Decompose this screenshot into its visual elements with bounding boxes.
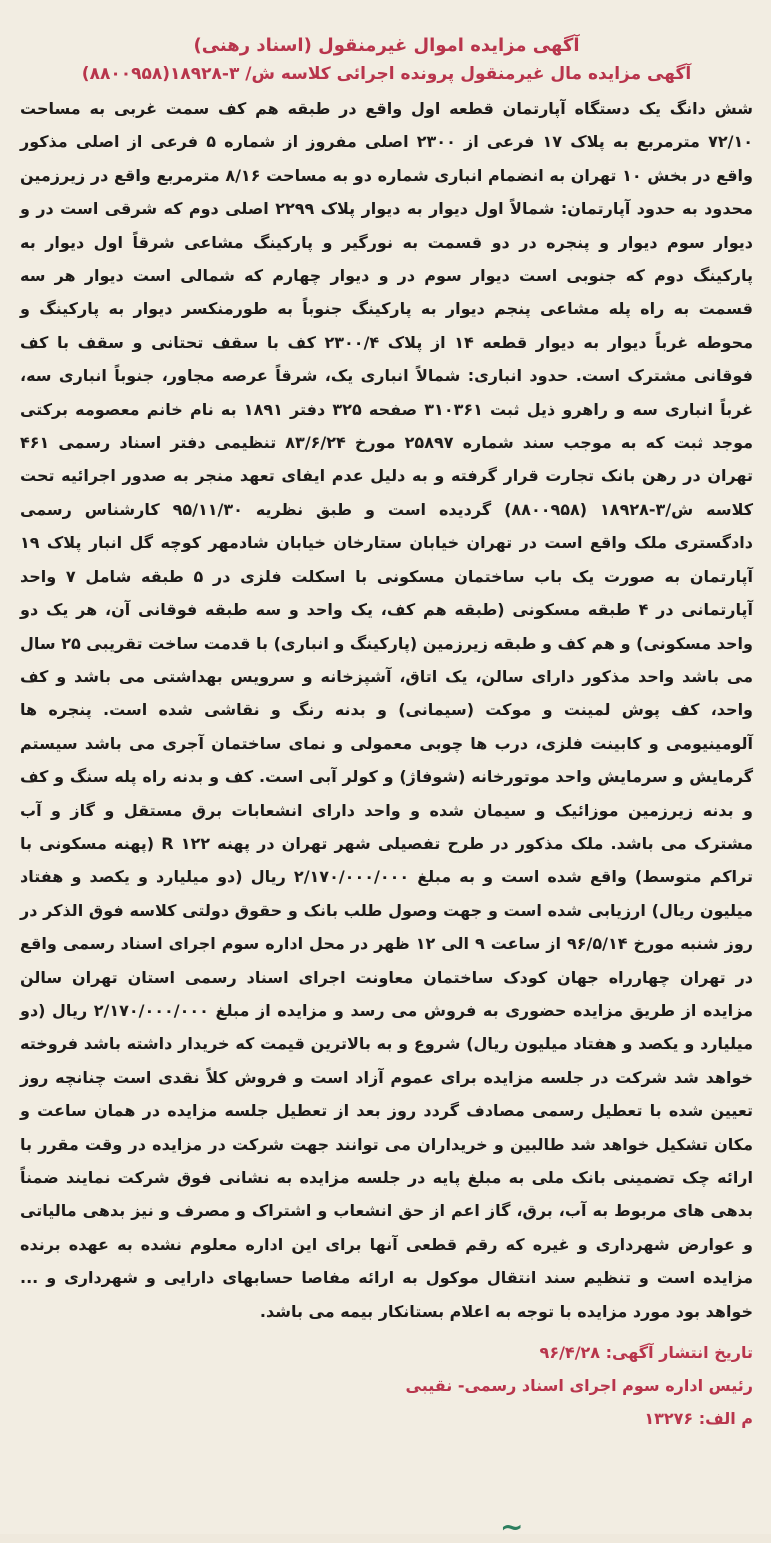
ad-subtitle: آگهی مزایده مال غیرمنقول پرونده اجرائی کلاسه ش/ ۳-۱۸۹۲۸(۸۸۰۰۹۵۸) [81,64,692,84]
ad-title: آگهی مزایده اموال غیرمنقول (اسناد رهنی) [193,35,580,56]
publication-date: تاریخ انتشار آگهی: ۹۶/۴/۲۸ [539,1343,753,1363]
ad-body-text: شش دانگ یک دستگاه آپارتمان قطعه اول واقع در طبقه هم کف سمت غربی به مساحت ۷۲/۱۰ مترمربع به پلاک ۱۷ فرعی از ۲۳۰۰ اصلی مفروز از شماره ۵ فرعی از اصلی مذکور واقع در بخش ۱۰ تهران به انضمام انباری شماره دو به مساحت ۸/۱۶ مترمربع واقع در زیرزمین محدود به حدود آپارتمان: شمالاً اول دیوار به دیوار پلاک ۲۲۹۹ اصلی دوم که شرقی است در و دیوار سوم دیوار و پنجره در دو قسمت به نورگیر و پارکینگ مشاعی شرقاً اول دیوار به پارکینگ دوم که جنوبی است دیوار سوم در و دیوار چهارم که شمالی است دیوار هر سه قسمت به راه پله مشاعی پنجم دیوار به پارکینگ جنوباً به طورمنکسر دیوار به پارکینگ و محوطه غرباً دیوار به دیوار قطعه ۱۴ از پلاک ۲۳۰۰/۴ کف با سقف تحتانی و سقف با کف فوقانی مشترک است. حدود انباری: شمالاً انباری یک، شرقاً عرصه مجاور، جنوباً انباری سه، غرباً انباری سه و راهرو ذیل ثبت ۳۱۰۳۶۱ صفحه ۳۲۵ دفتر ۱۸۹۱ به نام خانم معصومه برکتی موجد ثبت که به موجب سند شماره ۲۵۸۹۷ مورخ ۸۳/۶/۲۴ تنظیمی دفتر اسناد رسمی ۴۶۱ تهران در رهن بانک تجارت قرار گرفته و به دلیل عدم ایفای تعهد منجر به صدور اجرائیه تحت کلاسه ش/۳-۱۸۹۲۸ (۸۸۰۰۹۵۸) گردیده است و طبق نظریه ۹۵/۱۱/۳۰ کارشناس رسمی دادگستری ملک واقع است در تهران خیابان ستارخان خیابان شادمهر کوچه گل انبار پلاک ۱۹ آپارتمان به صورت یک باب ساختمان مسکونی با اسکلت فلزی در ۵ طبقه شامل ۷ واحد آپارتمانی در ۴ طبقه مسکونی (طبقه هم کف، یک واحد و سه طبقه فوقانی آن، هر یک دو واحد مسکونی) و هم کف و طبقه زیرزمین (پارکینگ و انباری) با قدمت ساخت تقریبی ۲۵ سال می باشد واحد مذکور دارای سالن، یک اتاق، آشپزخانه و سرویس بهداشتی می باشد و کف واحد، کف پوش لمینت و موکت (سیمانی) و بدنه رنگ و نقاشی شده است. پنجره ها آلومینیومی و کابینت فلزی، درب ها چوبی معمولی و نمای ساختمان آجری می باشد سیستم گرمایش و سرمایش واحد موتورخانه (شوفاژ) و کولر آبی است. کف و بدنه راه پله سنگ و کف و بدنه زیرزمین موزائیک و سیمان شده و واحد دارای انشعابات برق مستقل و گاز و آب مشترک می باشد. ملک مذکور در طرح تفصیلی شهر تهران در پهنه R ۱۲۲ (پهنه مسکونی با تراکم متوسط) واقع شده است و به مبلغ ۲/۱۷۰/۰۰۰/۰۰۰ ریال (دو میلیارد و یکصد و هفتاد میلیون ریال) ارزیابی شده است و جهت وصول طلب بانک و حقوق دولتی کلاسه فوق الذکر در روز شنبه مورخ ۹۶/۵/۱۴ از ساعت ۹ الی ۱۲ ظهر در محل اداره سوم اجرای اسناد رسمی واقع در تهران چهارراه جهان کودک ساختمان معاونت اجرای اسناد رسمی استان تهران سالن مزایده از طریق مزایده حضوری به فروش می رسد و مزایده از مبلغ ۲/۱۷۰/۰۰۰/۰۰۰ ریال (دو میلیارد و یکصد و هفتاد میلیون ریال) شروع و به بالاترین قیمت که خریدار داشته باشد فروخته خواهد شد شرکت در جلسه مزایده برای عموم آزاد است و فروش کلاً نقدی است چنانچه روز تعیین شده با تعطیل رسمی مصادف گردد روز بعد از تعطیل جلسه مزایده در همان ساعت و مکان تشکیل خواهد شد طالبین و خریداران می توانند جهت شرکت در مزایده در وقت مقرر با ارائه چک تضمینی بانک ملی به مبلغ پایه در جلسه مزایده به نشانی فوق شرکت نمایند ضمناً بدهی های مربوط به آب، برق، گاز اعم از حق انشعاب و اشتراک و مصرف و نیز بدهی مالیاتی و عوارض شهرداری و غیره که رقم قطعی آنها برای این اداره معلوم نشده به عهده برنده مزایده است و تنظیم سند انتقال موکول به ارائه مفاصا حسابهای دارایی و شهرداری و ... خواهد بود مورد مزایده با توجه به اعلام بستانکار بیمه می باشد. [20,99,754,1321]
reference-code: م الف: ۱۳۲۷۶ [644,1409,753,1429]
corner-stamp-mark: ~ [500,1510,524,1543]
signature: رئیس اداره سوم اجرای اسناد رسمی- نقیبی [405,1376,753,1396]
